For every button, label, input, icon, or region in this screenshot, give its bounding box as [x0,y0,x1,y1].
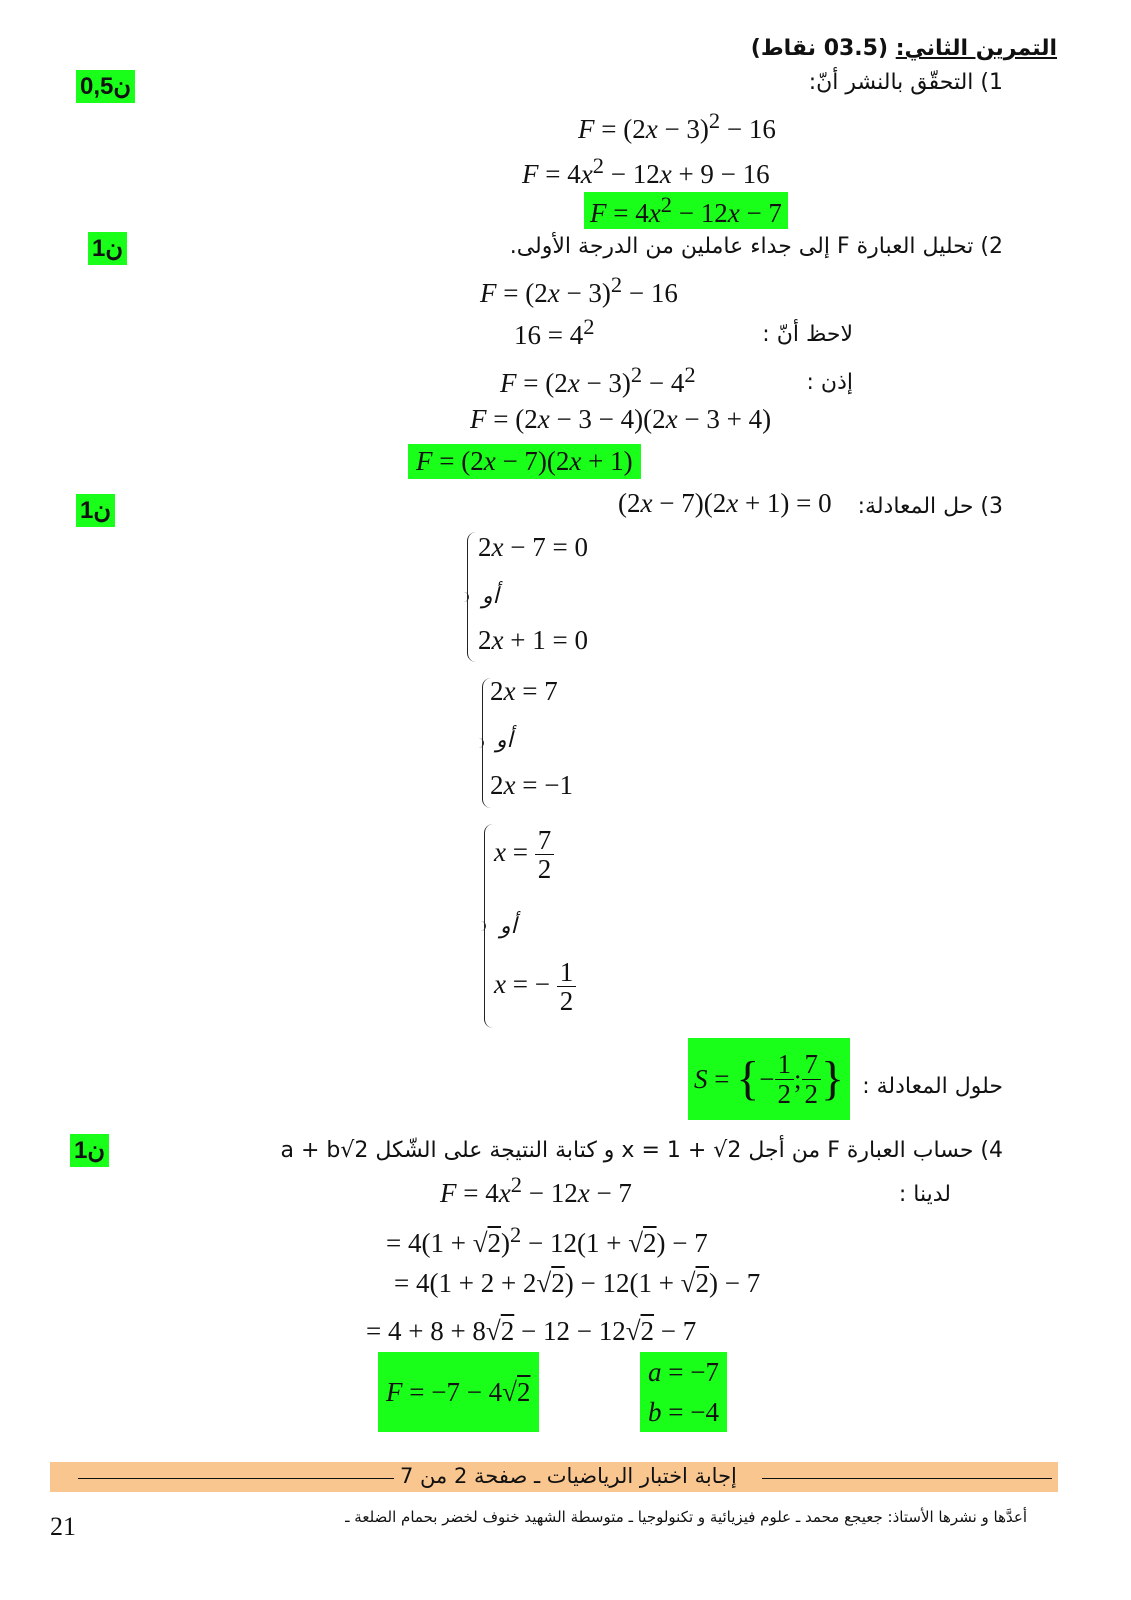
q4-coefficients [640,1352,727,1432]
system-1-or: أو [482,584,499,609]
score-q3: 1ن [76,494,115,527]
system-3-brace [484,824,493,1028]
q4-label: 4) حساب العبارة F من أجل 2√ + 1 = x و كتابة النتيجة على الشّكل a + b√2 [280,1138,1003,1163]
q2-step-1: $F = (2x - 3)^2 - 16$ [480,272,678,308]
q4-step-4: = 4 + 8 + 8√2 − 12 − 12√2 − 7 [366,1316,697,1346]
fraction-seven-halves: $\frac{7}{2}$ [535,826,555,884]
q2-label: 2) تحليل العبارة F إلى جداء عاملين من الدرجة الأولى. [509,234,1003,259]
page-number: 21 [50,1512,76,1541]
q1-result: $F = 4x^2 - 12x - 7$ [584,192,788,229]
system-2-eq-1: 2x = 7 [490,676,558,706]
q1-label: 1) التحقّق بالنشر أنّ: [808,70,1003,95]
system-2-or: أو [496,728,513,753]
q2-note: لاحظ أنّ : [762,322,853,347]
system-3-or: أو [500,914,517,939]
footer-rule-right [762,1478,1052,1479]
score-q4: 1ن [70,1134,109,1167]
q1-step-1: $F = (2x - 3)^2 - 16$ [578,108,776,144]
q3-equation: (2x − 7)(2x + 1) = 0 [618,488,832,518]
q4-step-1: $F = 4x^2 - 12x - 7$ [440,1172,632,1208]
q4-result: F = −7 − 4√ 2 [378,1352,539,1432]
solution-set: S = { − $\frac{1}{2}$ ; $\frac{7}{2}$ } [688,1038,850,1120]
exercise-title [751,36,1057,61]
footer-credits: أعدَّها و نشرها الأستاذ: جعيجع محمد ـ علوم فيزيائية و تكنولوجيا ـ متوسطة الشهيد خنوف لخضر بحمام الضلعة ـ [345,1508,1027,1526]
q2-step-4: F = (2x − 3 − 4)(2x − 3 + 4) [470,404,772,434]
q1-step-2: $F = 4x^2 - 12x + 9 - 16$ [522,153,770,189]
system-1-eq-2: 2x + 1 = 0 [478,625,588,655]
score-q1: 0,5ن [76,70,135,103]
q4-step-2: = $4(1 + √2)^2 - 12(1 + √2) - 7$ [386,1222,708,1258]
q4-step-3: = 4(1 + 2 + 2√2) − 12(1 + √2) − 7 [394,1268,761,1298]
q2-step-3: $F = (2x - 3)^2 - 4^2$ [500,362,696,398]
score-q2: 1ن [88,232,127,265]
exercise-points: (03.5 نقاط) [750,36,889,61]
fraction-one-half: $\frac{1}{2}$ [557,958,577,1016]
coefficient-b: b = −4 [648,1396,719,1427]
q2-result: F = (2x − 7)(2x + 1) [408,444,641,479]
q4-given: لدينا : [898,1182,951,1207]
coefficient-a: a = −7 [648,1356,719,1387]
footer-rule-left [78,1478,394,1479]
q2-then: إذن : [806,370,853,395]
footer-banner-text: إجابة اختبار الرياضيات ـ صفحة 2 من 7 [400,1464,737,1488]
q2-step-2: $16 = 4^2$ [514,314,595,350]
system-1-eq-1: 2x − 7 = 0 [478,532,588,562]
system-2-eq-2: 2x = −1 [490,770,573,800]
system-1-brace [467,532,476,662]
q3-label: 3) حل المعادلة: [857,494,1003,519]
system-3-eq-1: x = $\frac{7}{2}$ [494,826,554,884]
solutions-label: حلول المعادلة : [862,1074,1003,1099]
exercise-title-text: التمرين الثاني: [895,36,1057,61]
system-3-eq-2: x = − $\frac{1}{2}$ [494,958,576,1016]
